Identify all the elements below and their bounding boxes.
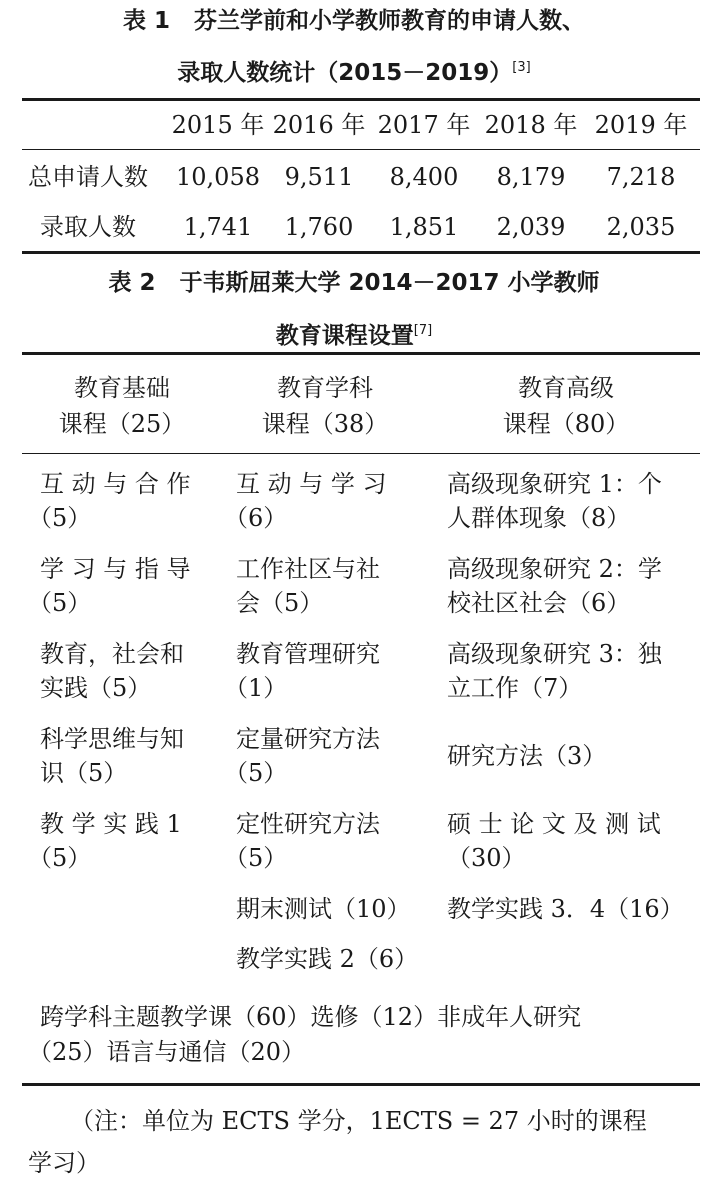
table2-course-item: 定性研究方法 bbox=[236, 810, 380, 838]
table1-cell: 1,760 bbox=[284, 213, 354, 241]
table2-course-item: 高级现象研究 1：个 bbox=[447, 470, 662, 498]
table2-header-col3: 课程（80） bbox=[502, 410, 630, 438]
table2-course-item: 识（5） bbox=[40, 759, 128, 787]
table1-top-rule bbox=[22, 98, 700, 101]
table1-cell: 2,039 bbox=[496, 213, 566, 241]
table1-cell: 1,741 bbox=[183, 213, 253, 241]
table2-course-item: 互 动 与 学 习 bbox=[236, 470, 387, 498]
table2-header-col3: 教育高级 bbox=[518, 374, 614, 402]
table2-course-item: （6） bbox=[224, 504, 288, 532]
table2-course-item: 校社区社会（6） bbox=[447, 589, 631, 617]
table1-year-header: 2017 年 bbox=[377, 111, 471, 139]
table1-row-label: 总申请人数 bbox=[28, 163, 148, 191]
table2-course-item: （5） bbox=[224, 844, 288, 872]
table1-cell: 8,179 bbox=[496, 163, 566, 191]
table2-course-item: （1） bbox=[224, 674, 288, 702]
table1-cell: 7,218 bbox=[606, 163, 676, 191]
table1-caption-label: 表 1 bbox=[122, 8, 170, 34]
table2-header-col1: 教育基础 bbox=[74, 374, 170, 402]
table2-course-item: 科学思维与知 bbox=[40, 725, 184, 753]
table2-caption-title: 于韦斯屈莱大学 2014－2017 小学教师 bbox=[179, 270, 600, 296]
table2-bottom-rule bbox=[22, 1083, 700, 1086]
table-note: （注：单位为 ECTS 学分，1ECTS = 27 小时的课程 bbox=[70, 1107, 647, 1135]
table2-course-item: 工作社区与社 bbox=[236, 555, 380, 583]
table1-caption bbox=[0, 6, 708, 36]
table2-course-item: 高级现象研究 3：独 bbox=[447, 640, 662, 668]
table2-header-rule bbox=[22, 453, 700, 454]
table1-cell: 10,058 bbox=[176, 163, 260, 191]
table2-top-rule bbox=[22, 352, 700, 355]
table1-year-header: 2016 年 bbox=[272, 111, 366, 139]
table2-course-item: 研究方法（3） bbox=[447, 742, 607, 770]
table2-course-item: 学 习 与 指 导 bbox=[40, 555, 191, 583]
table-note: 学习） bbox=[28, 1149, 100, 1177]
table2-caption-title-2: 教育课程设置 bbox=[275, 323, 414, 349]
table2-course-item: 硕 士 论 文 及 测 试 bbox=[447, 810, 661, 838]
table2-caption-label: 表 2 bbox=[108, 270, 156, 296]
table2-header-col2: 课程（38） bbox=[261, 410, 389, 438]
table2-course-item: 教育，社会和 bbox=[40, 640, 184, 668]
table2-course-item: 教 学 实 践 1 bbox=[40, 810, 182, 838]
table2-course-item: 教育管理研究 bbox=[236, 640, 380, 668]
table1-caption-title: 芬兰学前和小学教师教育的申请人数、 bbox=[194, 8, 586, 34]
table1-year-header: 2018 年 bbox=[484, 111, 578, 139]
table2-course-item: 教学实践 2（6） bbox=[236, 945, 419, 973]
table2-course-item: 互 动 与 合 作 bbox=[40, 470, 191, 498]
table2-course-item: 高级现象研究 2：学 bbox=[447, 555, 662, 583]
table1-cell: 2,035 bbox=[606, 213, 676, 241]
table2-course-item: （30） bbox=[447, 844, 526, 872]
table2-course-item: （5） bbox=[224, 759, 288, 787]
table2-caption bbox=[0, 268, 708, 298]
table1-year-header: 2019 年 bbox=[594, 111, 688, 139]
table2-course-item: 教学实践 3．4（16） bbox=[447, 895, 684, 923]
table2-course-item: （5） bbox=[28, 844, 92, 872]
table2-course-item: （5） bbox=[28, 589, 92, 617]
table2-footer-row: （25）语言与通信（20） bbox=[28, 1038, 306, 1066]
table2-course-item: 期末测试（10） bbox=[236, 895, 411, 923]
table2-course-item: 定量研究方法 bbox=[236, 725, 380, 753]
table2-course-item: 立工作（7） bbox=[447, 674, 583, 702]
table2-footer-row: 跨学科主题教学课（60）选修（12）非成年人研究 bbox=[40, 1003, 582, 1031]
table1-cell: 9,511 bbox=[284, 163, 354, 191]
table2-header-col2: 教育学科 bbox=[277, 374, 373, 402]
table1-citation: [3] bbox=[512, 60, 531, 75]
table1-bottom-rule bbox=[22, 251, 700, 254]
table1-caption-title-2: 录取人数统计（2015－2019） bbox=[177, 60, 513, 86]
table2-course-item: 人群体现象（8） bbox=[447, 504, 631, 532]
table1-caption-line2 bbox=[0, 53, 708, 88]
table1-cell: 8,400 bbox=[389, 163, 459, 191]
table2-course-item: 会（5） bbox=[236, 589, 324, 617]
table2-course-item: 实践（5） bbox=[40, 674, 152, 702]
table1-cell: 1,851 bbox=[389, 213, 459, 241]
table2-citation: [7] bbox=[413, 323, 433, 338]
table2-caption-line2 bbox=[0, 316, 708, 351]
table1-header-rule bbox=[22, 149, 700, 150]
table1-row-label: 录取人数 bbox=[40, 213, 136, 241]
table1-year-header: 2015 年 bbox=[171, 111, 265, 139]
table2-header-col1: 课程（25） bbox=[58, 410, 186, 438]
table2-course-item: （5） bbox=[28, 504, 92, 532]
